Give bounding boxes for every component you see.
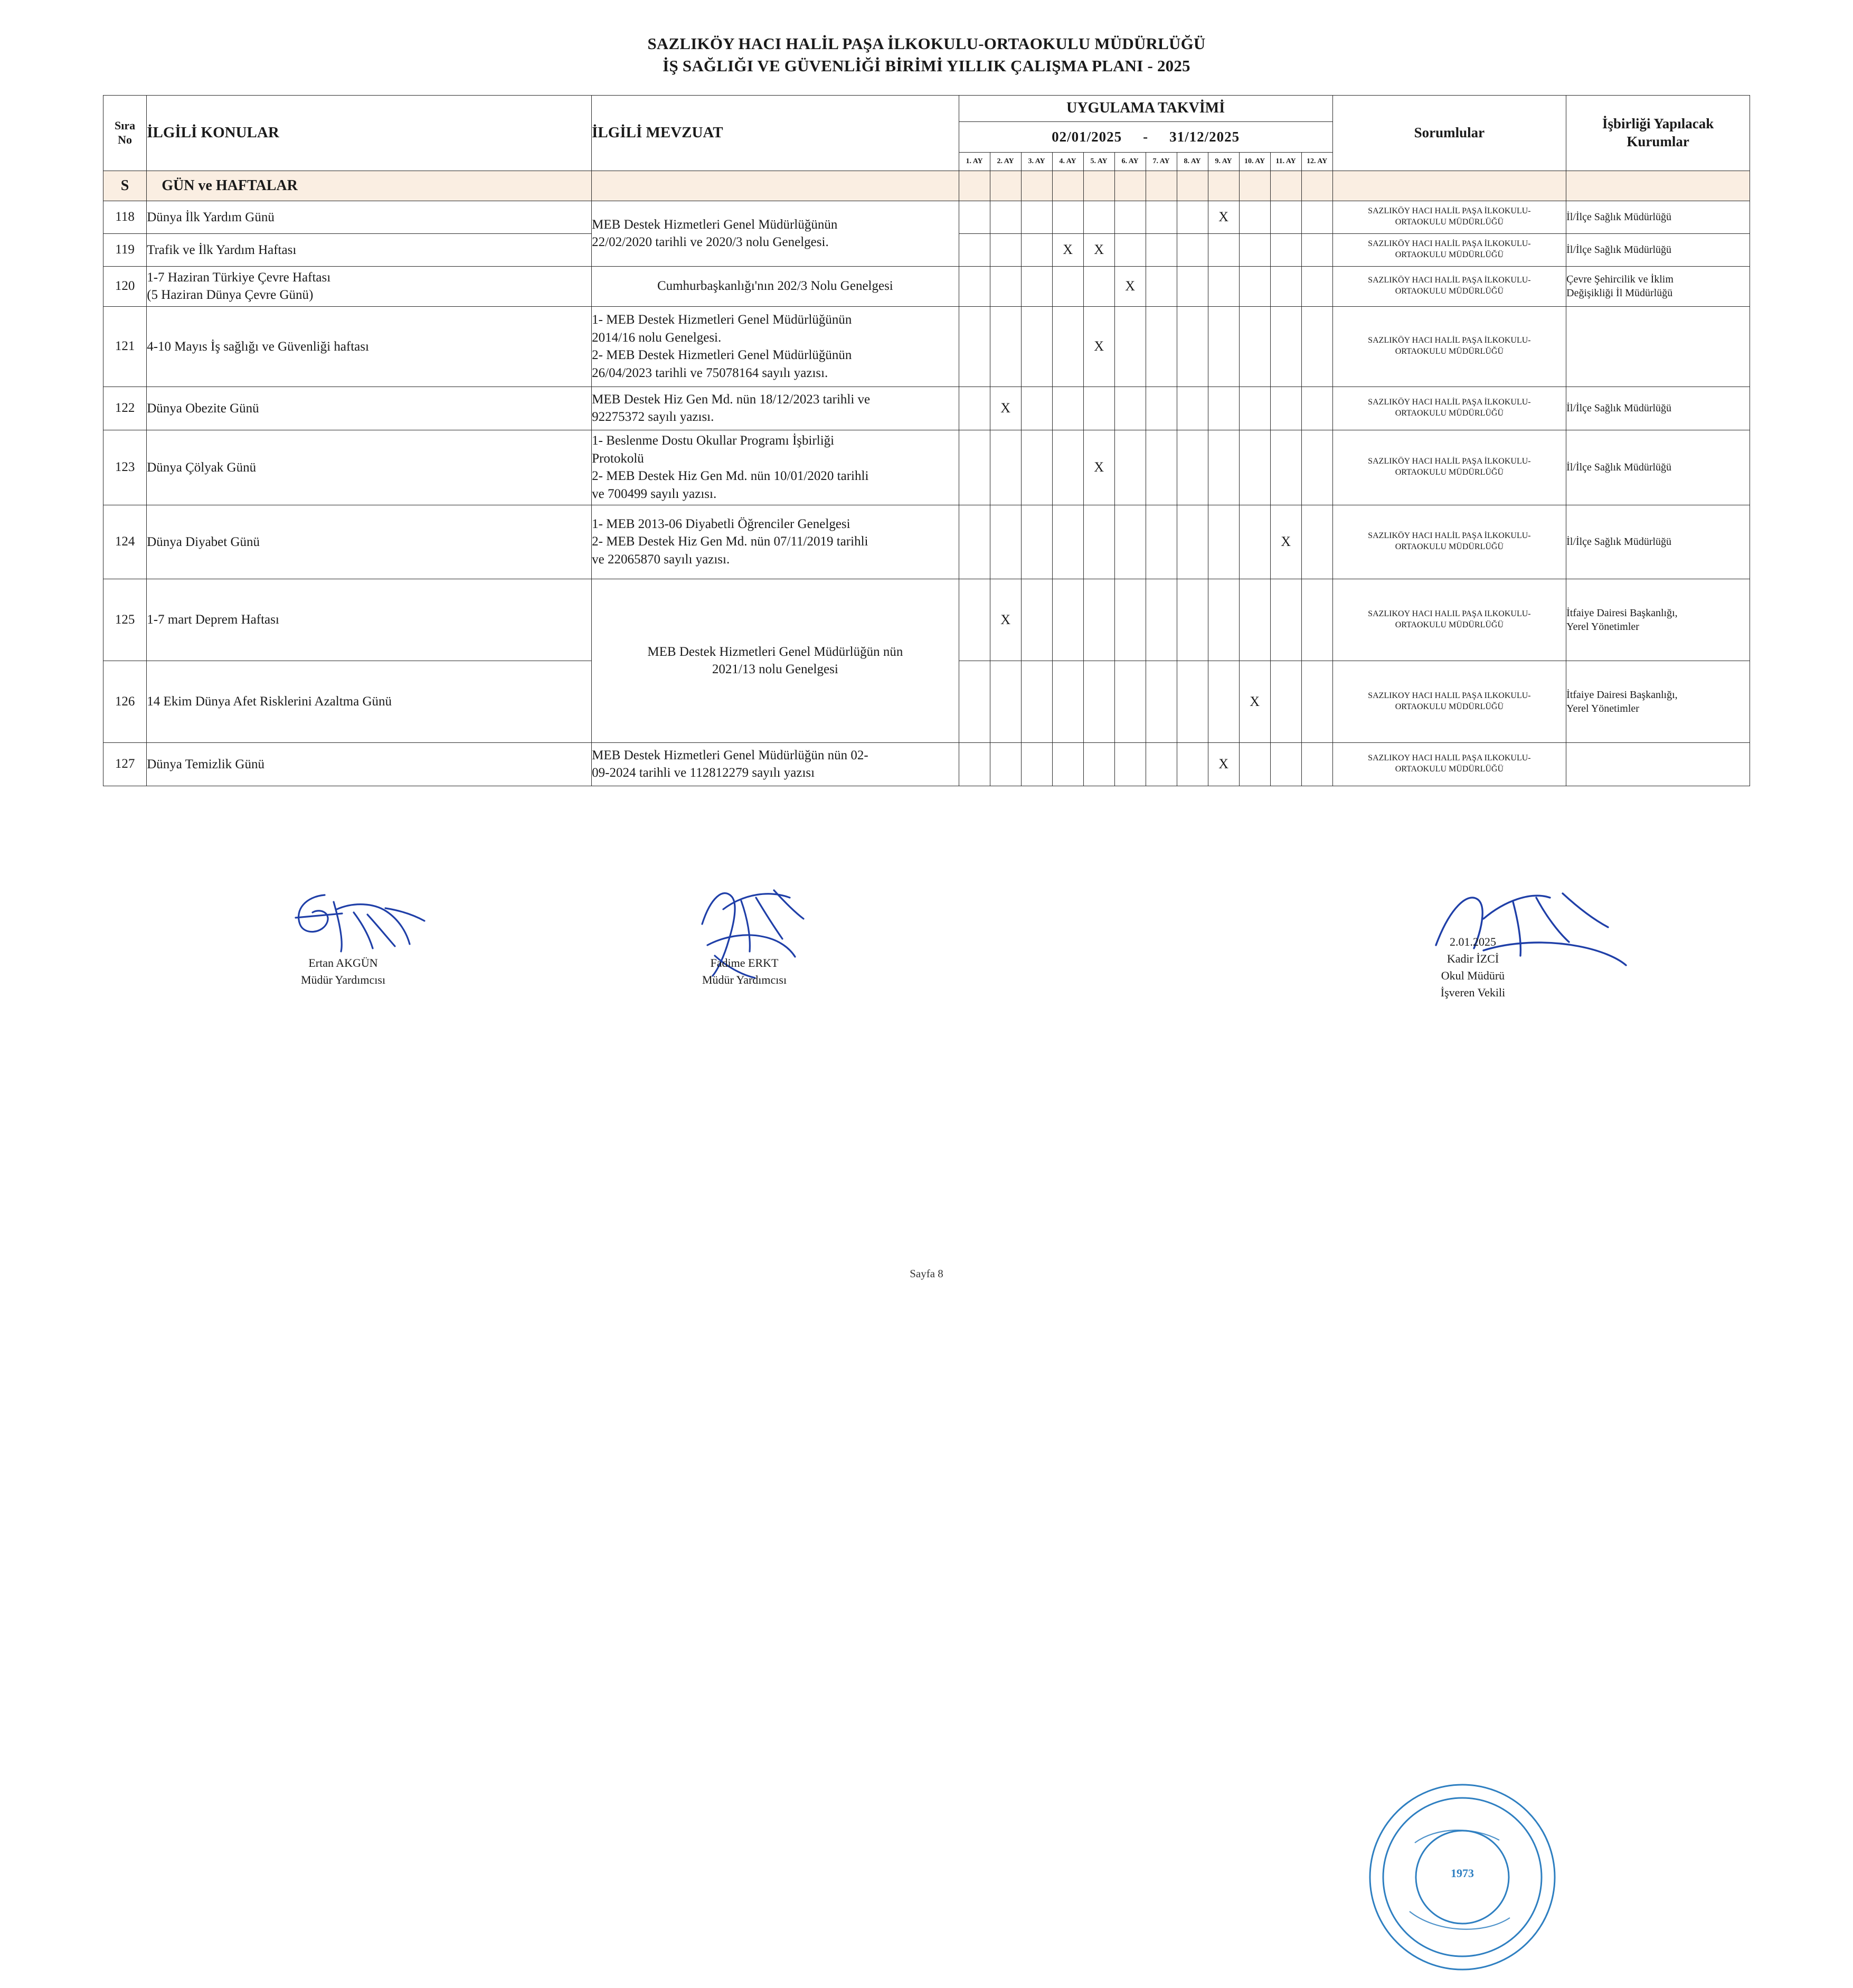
month-cell-5 xyxy=(1083,661,1114,742)
month-header-12: 12. AY xyxy=(1301,152,1332,171)
header-konular: İLGİLİ KONULAR xyxy=(147,95,592,171)
sorumlu-line-2: ORTAOKULU MÜDÜRLÜĞÜ xyxy=(1395,287,1504,296)
signature-name: Fadime ERKT xyxy=(710,956,779,969)
table-row xyxy=(103,387,1750,430)
month-cell-12 xyxy=(1301,661,1332,742)
row-isbirligi: İl/İlçe Sağlık Müdürlüğü xyxy=(1566,233,1750,266)
title-line-2: İŞ SAĞLIĞI VE GÜVENLİĞİ BİRİMİ YILLIK ÇALIŞMA PLANI - 2025 xyxy=(663,56,1190,75)
month-cell-10: X xyxy=(1239,661,1270,742)
month-cell-5 xyxy=(1083,742,1114,786)
row-konu: Dünya Çölyak Günü xyxy=(147,430,592,505)
section-isbirligi-empty xyxy=(1566,171,1750,201)
row-no: 124 xyxy=(103,505,147,579)
month-cell-9 xyxy=(1208,579,1239,661)
mevzuat-line-2: 92275372 sayılı yazısı. xyxy=(592,410,714,425)
table-row xyxy=(103,742,1750,786)
row-sorumlu xyxy=(1332,387,1566,430)
isbirligi-line-2: Değişikliği İl Müdürlüğü xyxy=(1566,287,1673,299)
row-mevzuat: Cumhurbaşkanlığı'nın 202/3 Nolu Genelgesi xyxy=(592,266,959,306)
row-isbirligi xyxy=(1566,661,1750,742)
signature-role-secondary: İşveren Vekili xyxy=(1440,985,1506,999)
sorumlu-line-2: ORTAOKULU MÜDÜRLÜĞÜ xyxy=(1395,347,1504,356)
mevzuat-line-1: MEB Destek Hiz Gen Md. nün 18/12/2023 tarihli ve xyxy=(592,392,871,407)
row-konu: Dünya İlk Yardım Günü xyxy=(147,201,592,233)
month-cell-9: X xyxy=(1208,201,1239,233)
row-konu: Trafik ve İlk Yardım Haftası xyxy=(147,233,592,266)
month-cell-10 xyxy=(1239,387,1270,430)
month-header-5: 5. AY xyxy=(1083,152,1114,171)
month-cell-3 xyxy=(1021,579,1052,661)
mevzuat-line-4: ve 700499 sayılı yazısı. xyxy=(592,486,717,501)
month-cell-4 xyxy=(1052,661,1083,742)
month-header-6: 6. AY xyxy=(1114,152,1146,171)
month-cell-11 xyxy=(1270,306,1301,387)
mevzuat-line-3: 2- MEB Destek Hizmetleri Genel Müdürlüğünün xyxy=(592,348,852,363)
header-sira-no-line1: Sıra xyxy=(115,119,136,133)
month-cell-11 xyxy=(1270,742,1301,786)
mevzuat-line-3: 2- MEB Destek Hiz Gen Md. nün 10/01/2020 tarihli xyxy=(592,469,869,484)
isbirligi-line-1: İtfaiye Dairesi Başkanlığı, xyxy=(1566,689,1678,701)
section-row-gun-ve-haftalar xyxy=(103,171,1750,201)
month-cell-2: X xyxy=(990,387,1021,430)
month-cell-7 xyxy=(1146,306,1177,387)
month-cell-2: X xyxy=(990,579,1021,661)
month-cell-12 xyxy=(1301,742,1332,786)
table-row xyxy=(103,266,1750,306)
month-cell-12 xyxy=(1301,233,1332,266)
header-sorumlular: Sorumlular xyxy=(1332,95,1566,171)
month-cell-11: X xyxy=(1270,505,1301,579)
section-month-10 xyxy=(1239,171,1270,201)
month-cell-11 xyxy=(1270,579,1301,661)
month-cell-10 xyxy=(1239,266,1270,306)
month-cell-8 xyxy=(1177,661,1208,742)
row-konu: Dünya Obezite Günü xyxy=(147,387,592,430)
month-cell-7 xyxy=(1146,201,1177,233)
sorumlu-line-1: SAZLIKÖY HACI HALİL PAŞA İLKOKULU- xyxy=(1368,276,1531,285)
month-cell-4 xyxy=(1052,579,1083,661)
month-cell-10 xyxy=(1239,201,1270,233)
sorumlu-line-1: SAZLIKÖY HACI HALİL PAŞA İLKOKULU- xyxy=(1368,239,1531,249)
month-cell-12 xyxy=(1301,306,1332,387)
month-cell-8 xyxy=(1177,306,1208,387)
month-header-9: 9. AY xyxy=(1208,152,1239,171)
signature-role: Müdür Yardımcısı xyxy=(300,973,386,986)
mevzuat-line-1: MEB Destek Hizmetleri Genel Müdürlüğün nün 02- xyxy=(592,748,868,762)
row-mevzuat-merged-118-119 xyxy=(592,201,959,266)
month-cell-7 xyxy=(1146,505,1177,579)
isbirligi-line-1: Çevre Şehircilik ve İklim xyxy=(1566,274,1674,286)
row-isbirligi xyxy=(1566,266,1750,306)
sorumlu-line-1: SAZLIKÖY HACI HALİL PAŞA İLKOKULU- xyxy=(1368,457,1531,466)
month-cell-7 xyxy=(1146,233,1177,266)
isbirligi-line-2: Yerel Yönetimler xyxy=(1566,702,1639,714)
mevzuat-line-2: Protokolü xyxy=(592,451,644,466)
table-row xyxy=(103,306,1750,387)
month-cell-6 xyxy=(1114,661,1146,742)
month-cell-12 xyxy=(1301,266,1332,306)
month-cell-12 xyxy=(1301,387,1332,430)
date-start: 02/01/2025 xyxy=(1052,128,1122,145)
month-cell-6 xyxy=(1114,387,1146,430)
row-mevzuat xyxy=(592,306,959,387)
month-cell-5 xyxy=(1083,387,1114,430)
month-cell-8 xyxy=(1177,387,1208,430)
sorumlu-line-1: SAZLIKÖY HACI HALİL PAŞA İLKOKULU- xyxy=(1368,206,1531,216)
table-row xyxy=(103,505,1750,579)
annual-plan-table xyxy=(103,95,1750,786)
row-no: 127 xyxy=(103,742,147,786)
mevzuat-line-2: 2- MEB Destek Hiz Gen Md. nün 07/11/2019 tarihli xyxy=(592,534,868,549)
month-header-2: 2. AY xyxy=(990,152,1021,171)
row-konu: 4-10 Mayıs İş sağlığı ve Güvenliği haftası xyxy=(147,306,592,387)
month-cell-4 xyxy=(1052,387,1083,430)
month-cell-3 xyxy=(1021,233,1052,266)
row-konu: 1-7 mart Deprem Haftası xyxy=(147,579,592,661)
section-month-9 xyxy=(1208,171,1239,201)
row-isbirligi xyxy=(1566,742,1750,786)
mevzuat-line-1: MEB Destek Hizmetleri Genel Müdürlüğün nün xyxy=(647,644,903,659)
header-isbirligi-line1: İşbirliği Yapılacak xyxy=(1602,115,1714,131)
month-cell-8 xyxy=(1177,430,1208,505)
month-cell-7 xyxy=(1146,387,1177,430)
section-label: GÜN ve HAFTALAR xyxy=(147,171,592,201)
section-month-6 xyxy=(1114,171,1146,201)
month-cell-6 xyxy=(1114,306,1146,387)
row-sorumlu xyxy=(1332,661,1566,742)
month-header-11: 11. AY xyxy=(1270,152,1301,171)
section-month-7 xyxy=(1146,171,1177,201)
signature-name: Ertan AKGÜN xyxy=(308,956,378,969)
sorumlu-line-2: ORTAOKULU MÜDÜRLÜĞÜ xyxy=(1395,409,1504,418)
signature-block-1 xyxy=(232,955,454,988)
row-isbirligi xyxy=(1566,306,1750,387)
sorumlu-line-1: SAZLIKÖY HACI HALİL PAŞA İLKOKULU- xyxy=(1368,398,1531,407)
month-cell-10 xyxy=(1239,579,1270,661)
row-sorumlu xyxy=(1332,306,1566,387)
sorumlu-line-1: SAZLIKOY HACI HALIL PAŞA ILKOKULU- xyxy=(1368,753,1531,763)
month-cell-7 xyxy=(1146,661,1177,742)
section-mevzuat-empty xyxy=(592,171,959,201)
month-cell-1 xyxy=(959,233,990,266)
month-cell-9: X xyxy=(1208,742,1239,786)
row-no: 120 xyxy=(103,266,147,306)
month-cell-3 xyxy=(1021,661,1052,742)
month-cell-2 xyxy=(990,505,1021,579)
month-cell-8 xyxy=(1177,505,1208,579)
month-cell-4: X xyxy=(1052,233,1083,266)
month-cell-5: X xyxy=(1083,233,1114,266)
month-cell-12 xyxy=(1301,430,1332,505)
month-cell-11 xyxy=(1270,430,1301,505)
row-sorumlu xyxy=(1332,430,1566,505)
month-cell-11 xyxy=(1270,661,1301,742)
sorumlu-line-2: ORTAOKULU MÜDÜRLÜĞÜ xyxy=(1395,250,1504,260)
month-cell-8 xyxy=(1177,266,1208,306)
month-cell-6 xyxy=(1114,579,1146,661)
month-cell-5: X xyxy=(1083,430,1114,505)
title-line-1: SAZLIKÖY HACI HALİL PAŞA İLKOKULU-ORTAOKULU MÜDÜRLÜĞÜ xyxy=(647,34,1206,53)
month-cell-6 xyxy=(1114,430,1146,505)
mevzuat-line-2: 22/02/2020 tarihli ve 2020/3 nolu Genelgesi. xyxy=(592,235,829,250)
row-no: 118 xyxy=(103,201,147,233)
sorumlu-line-2: ORTAOKULU MÜDÜRLÜĞÜ xyxy=(1395,218,1504,227)
signature-block-2 xyxy=(634,955,855,988)
month-header-1: 1. AY xyxy=(959,152,990,171)
handwritten-signature-1 xyxy=(275,887,449,961)
row-konu: Dünya Temizlik Günü xyxy=(147,742,592,786)
month-cell-1 xyxy=(959,742,990,786)
row-mevzuat-merged-125-126 xyxy=(592,579,959,742)
month-cell-8 xyxy=(1177,201,1208,233)
month-cell-4 xyxy=(1052,306,1083,387)
month-cell-4 xyxy=(1052,430,1083,505)
row-sorumlu xyxy=(1332,579,1566,661)
signature-role: Müdür Yardımcısı xyxy=(702,973,787,986)
mevzuat-line-1: 1- MEB Destek Hizmetleri Genel Müdürlüğünün xyxy=(592,313,852,327)
month-cell-2 xyxy=(990,430,1021,505)
month-cell-2 xyxy=(990,201,1021,233)
month-cell-10 xyxy=(1239,430,1270,505)
month-cell-3 xyxy=(1021,201,1052,233)
month-header-3: 3. AY xyxy=(1021,152,1052,171)
month-cell-2 xyxy=(990,306,1021,387)
mevzuat-line-1: MEB Destek Hizmetleri Genel Müdürlüğünün xyxy=(592,217,838,232)
month-cell-1 xyxy=(959,505,990,579)
sorumlu-line-2: ORTAOKULU MÜDÜRLÜĞÜ xyxy=(1395,468,1504,477)
mevzuat-line-2: 09-2024 tarihli ve 112812279 sayılı yazısı xyxy=(592,766,815,780)
month-cell-7 xyxy=(1146,579,1177,661)
month-cell-4 xyxy=(1052,742,1083,786)
month-cell-1 xyxy=(959,266,990,306)
sorumlu-line-2: ORTAOKULU MÜDÜRLÜĞÜ xyxy=(1395,702,1504,711)
month-cell-10 xyxy=(1239,233,1270,266)
month-cell-7 xyxy=(1146,742,1177,786)
stamp-year: 1973 xyxy=(1451,1867,1474,1880)
month-cell-5 xyxy=(1083,266,1114,306)
row-mevzuat xyxy=(592,742,959,786)
month-cell-5 xyxy=(1083,579,1114,661)
table-row xyxy=(103,430,1750,505)
month-cell-3 xyxy=(1021,266,1052,306)
header-uygulama-takvimi: UYGULAMA TAKVİMİ xyxy=(959,95,1332,121)
signature-date: 2.01.2025 xyxy=(1450,935,1496,948)
row-sorumlu xyxy=(1332,266,1566,306)
row-no: 126 xyxy=(103,661,147,742)
page-footer: Sayfa 8 xyxy=(910,1267,943,1280)
row-sorumlu xyxy=(1332,201,1566,233)
mevzuat-line-2: 2021/13 nolu Genelgesi xyxy=(712,662,838,677)
month-cell-7 xyxy=(1146,430,1177,505)
row-konu: Dünya Diyabet Günü xyxy=(147,505,592,579)
month-cell-1 xyxy=(959,661,990,742)
month-cell-3 xyxy=(1021,430,1052,505)
section-month-3 xyxy=(1021,171,1052,201)
row-konu xyxy=(147,266,592,306)
mevzuat-line-4: 26/04/2023 tarihli ve 75078164 sayılı yazısı. xyxy=(592,365,828,380)
month-header-4: 4. AY xyxy=(1052,152,1083,171)
month-cell-3 xyxy=(1021,505,1052,579)
month-cell-3 xyxy=(1021,742,1052,786)
month-cell-5 xyxy=(1083,201,1114,233)
section-month-5 xyxy=(1083,171,1114,201)
section-month-1 xyxy=(959,171,990,201)
month-cell-11 xyxy=(1270,387,1301,430)
month-cell-10 xyxy=(1239,505,1270,579)
official-stamp xyxy=(1351,1764,1626,1985)
row-no: 121 xyxy=(103,306,147,387)
row-mevzuat xyxy=(592,505,959,579)
month-cell-10 xyxy=(1239,742,1270,786)
sorumlu-line-1: SAZLIKÖY HACI HALİL PAŞA İLKOKULU- xyxy=(1368,531,1531,541)
section-no: S xyxy=(103,171,147,201)
row-sorumlu xyxy=(1332,742,1566,786)
row-no: 123 xyxy=(103,430,147,505)
month-cell-2 xyxy=(990,661,1021,742)
month-cell-6: X xyxy=(1114,266,1146,306)
header-isbirligi-line2: Kurumlar xyxy=(1627,133,1689,149)
date-end: 31/12/2025 xyxy=(1169,128,1240,145)
row-isbirligi: İl/İlçe Sağlık Müdürlüğü xyxy=(1566,430,1750,505)
row-konu-line-2: (5 Haziran Dünya Çevre Günü) xyxy=(147,288,314,303)
row-isbirligi: İl/İlçe Sağlık Müdürlüğü xyxy=(1566,387,1750,430)
month-cell-9 xyxy=(1208,661,1239,742)
row-no: 122 xyxy=(103,387,147,430)
sorumlu-line-2: ORTAOKULU MÜDÜRLÜĞÜ xyxy=(1395,765,1504,774)
month-cell-4 xyxy=(1052,505,1083,579)
signature-block-3 xyxy=(1362,934,1584,1001)
month-cell-11 xyxy=(1270,266,1301,306)
month-cell-1 xyxy=(959,306,990,387)
sorumlu-line-1: SAZLIKOY HACI HALIL PAŞA ILKOKULU- xyxy=(1368,609,1531,618)
month-cell-9 xyxy=(1208,505,1239,579)
month-cell-1 xyxy=(959,430,990,505)
row-isbirligi xyxy=(1566,579,1750,661)
month-header-10: 10. AY xyxy=(1239,152,1270,171)
month-cell-2 xyxy=(990,266,1021,306)
sorumlu-line-1: SAZLIKÖY HACI HALİL PAŞA İLKOKULU- xyxy=(1368,336,1531,345)
document-title xyxy=(0,0,1853,77)
row-isbirligi: İl/İlçe Sağlık Müdürlüğü xyxy=(1566,505,1750,579)
month-cell-9 xyxy=(1208,430,1239,505)
month-cell-8 xyxy=(1177,579,1208,661)
mevzuat-line-1: 1- MEB 2013-06 Diyabetli Öğrenciler Genelgesi xyxy=(592,516,850,531)
month-cell-2 xyxy=(990,233,1021,266)
month-cell-5: X xyxy=(1083,306,1114,387)
header-sira-no-line2: No xyxy=(118,133,133,146)
month-cell-6 xyxy=(1114,742,1146,786)
row-no: 125 xyxy=(103,579,147,661)
row-konu-line-1: 1-7 Haziran Türkiye Çevre Haftası xyxy=(147,270,331,285)
header-isbirligi-kurumlar xyxy=(1566,95,1750,171)
isbirligi-line-1: İtfaiye Dairesi Başkanlığı, xyxy=(1566,607,1678,619)
header-mevzuat: İLGİLİ MEVZUAT xyxy=(592,95,959,171)
month-cell-2 xyxy=(990,742,1021,786)
row-mevzuat xyxy=(592,387,959,430)
sorumlu-line-2: ORTAOKULU MÜDÜRLÜĞÜ xyxy=(1395,620,1504,629)
month-cell-9 xyxy=(1208,266,1239,306)
signature-role: Okul Müdürü xyxy=(1441,968,1505,982)
month-cell-9 xyxy=(1208,233,1239,266)
date-sep: - xyxy=(1143,128,1149,145)
month-cell-1 xyxy=(959,579,990,661)
sorumlu-line-2: ORTAOKULU MÜDÜRLÜĞÜ xyxy=(1395,542,1504,552)
section-month-11 xyxy=(1270,171,1301,201)
month-cell-12 xyxy=(1301,505,1332,579)
month-cell-9 xyxy=(1208,387,1239,430)
section-sorumlu-empty xyxy=(1332,171,1566,201)
section-month-8 xyxy=(1177,171,1208,201)
month-cell-12 xyxy=(1301,201,1332,233)
table-header-row-1 xyxy=(103,95,1750,121)
header-sira-no xyxy=(103,95,147,171)
month-cell-10 xyxy=(1239,306,1270,387)
row-konu: 14 Ekim Dünya Afet Risklerini Azaltma Günü xyxy=(147,661,592,742)
signature-name: Kadir İZCİ xyxy=(1447,951,1499,965)
sorumlu-line-1: SAZLIKOY HACI HALIL PAŞA ILKOKULU- xyxy=(1368,691,1531,700)
mevzuat-line-3: ve 22065870 sayılı yazısı. xyxy=(592,552,730,567)
header-date-range xyxy=(959,121,1332,152)
row-mevzuat xyxy=(592,430,959,505)
month-cell-1 xyxy=(959,201,990,233)
month-cell-7 xyxy=(1146,266,1177,306)
section-month-4 xyxy=(1052,171,1083,201)
row-isbirligi: İl/İlçe Sağlık Müdürlüğü xyxy=(1566,201,1750,233)
month-cell-9 xyxy=(1208,306,1239,387)
month-cell-6 xyxy=(1114,201,1146,233)
month-cell-1 xyxy=(959,387,990,430)
month-cell-3 xyxy=(1021,387,1052,430)
mevzuat-line-2: 2014/16 nolu Genelgesi. xyxy=(592,330,722,345)
month-cell-3 xyxy=(1021,306,1052,387)
month-cell-11 xyxy=(1270,233,1301,266)
table-row xyxy=(103,201,1750,233)
section-month-12 xyxy=(1301,171,1332,201)
section-month-2 xyxy=(990,171,1021,201)
month-cell-6 xyxy=(1114,233,1146,266)
month-cell-4 xyxy=(1052,201,1083,233)
month-cell-5 xyxy=(1083,505,1114,579)
month-header-8: 8. AY xyxy=(1177,152,1208,171)
row-no: 119 xyxy=(103,233,147,266)
row-sorumlu xyxy=(1332,233,1566,266)
month-header-7: 7. AY xyxy=(1146,152,1177,171)
isbirligi-line-2: Yerel Yönetimler xyxy=(1566,620,1639,633)
month-cell-11 xyxy=(1270,201,1301,233)
month-cell-8 xyxy=(1177,233,1208,266)
month-cell-8 xyxy=(1177,742,1208,786)
table-row xyxy=(103,579,1750,661)
month-cell-4 xyxy=(1052,266,1083,306)
row-sorumlu xyxy=(1332,505,1566,579)
month-cell-12 xyxy=(1301,579,1332,661)
month-cell-6 xyxy=(1114,505,1146,579)
mevzuat-line-1: 1- Beslenme Dostu Okullar Programı İşbirliği xyxy=(592,434,835,448)
